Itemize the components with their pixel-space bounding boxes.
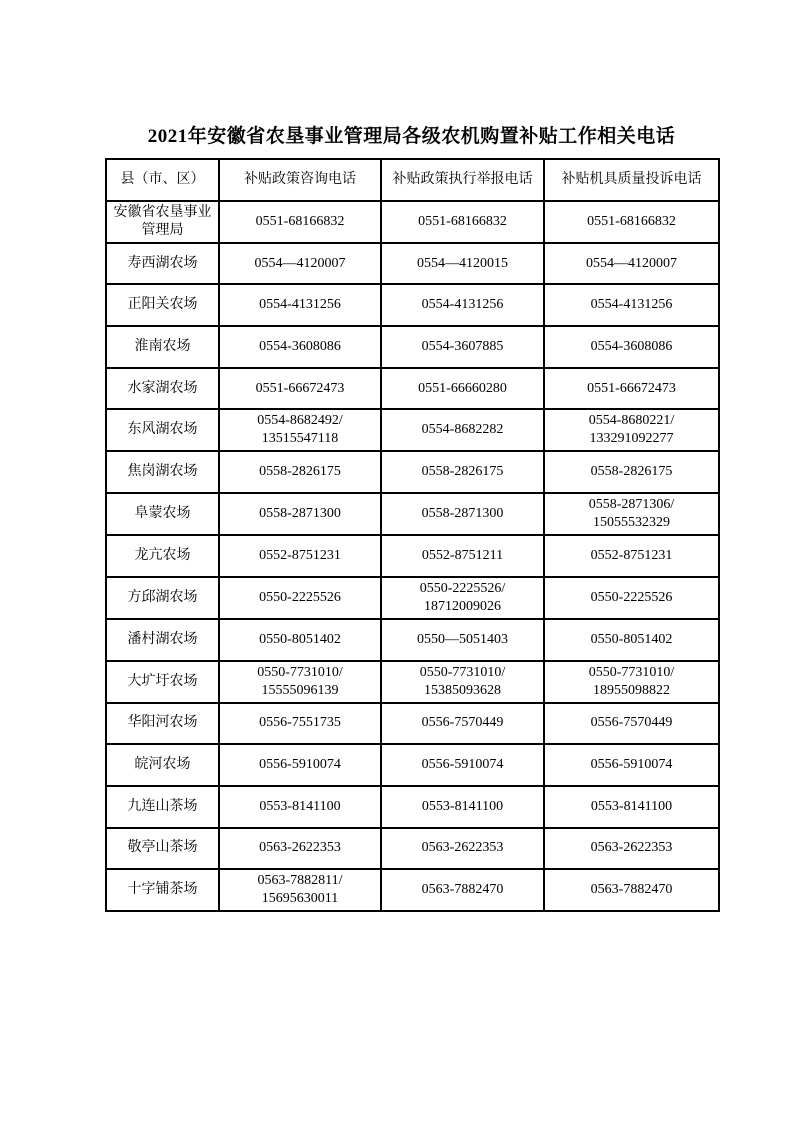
phone-table: [105, 158, 720, 912]
report-phone-cell: 0552-8751211: [381, 535, 544, 577]
report-phone-cell: 0550—5051403: [381, 619, 544, 661]
complaint-phone-cell: 0558-2826175: [544, 451, 719, 493]
complaint-phone-cell: 0550-8051402: [544, 619, 719, 661]
report-phone-cell: 0563-2622353: [381, 828, 544, 870]
consult-phone-cell: 0563-2622353: [219, 828, 381, 870]
farm-name-cell: 正阳关农场: [106, 284, 219, 326]
complaint-phone-cell: 0552-8751231: [544, 535, 719, 577]
complaint-phone-cell: 0556-5910074: [544, 744, 719, 786]
report-phone-cell: 0556-5910074: [381, 744, 544, 786]
complaint-phone-cell: 0550-7731010/ 18955098822: [544, 661, 719, 703]
report-phone-cell: 0558-2871300: [381, 493, 544, 535]
table-row: [106, 786, 719, 828]
complaint-phone-cell: 0553-8141100: [544, 786, 719, 828]
farm-name-cell: 寿西湖农场: [106, 243, 219, 285]
report-phone-cell: 0551-68166832: [381, 201, 544, 243]
report-phone-cell: 0554-3607885: [381, 326, 544, 368]
consult-phone-cell: 0554-8682492/ 13515547118: [219, 409, 381, 451]
farm-name-cell: 龙亢农场: [106, 535, 219, 577]
report-phone-cell: 0554-8682282: [381, 409, 544, 451]
complaint-phone-cell: 0556-7570449: [544, 703, 719, 745]
column-header: 补贴机具质量投诉电话: [544, 159, 719, 201]
farm-name-cell: 淮南农场: [106, 326, 219, 368]
consult-phone-cell: 0556-5910074: [219, 744, 381, 786]
consult-phone-cell: 0556-7551735: [219, 703, 381, 745]
complaint-phone-cell: 0554-8680221/ 133291092277: [544, 409, 719, 451]
complaint-phone-cell: 0550-2225526: [544, 577, 719, 619]
table-row: [106, 493, 719, 535]
report-phone-cell: 0551-66660280: [381, 368, 544, 410]
farm-name-cell: 潘村湖农场: [106, 619, 219, 661]
consult-phone-cell: 0550-8051402: [219, 619, 381, 661]
header-row: [106, 159, 719, 201]
farm-name-cell: 方邱湖农场: [106, 577, 219, 619]
table-row: [106, 243, 719, 285]
farm-name-cell: 敬亭山茶场: [106, 828, 219, 870]
report-phone-cell: 0553-8141100: [381, 786, 544, 828]
table-row: [106, 828, 719, 870]
complaint-phone-cell: 0563-2622353: [544, 828, 719, 870]
consult-phone-cell: 0553-8141100: [219, 786, 381, 828]
table-row: [106, 661, 719, 703]
complaint-phone-cell: 0554—4120007: [544, 243, 719, 285]
table-row: [106, 703, 719, 745]
table-row: [106, 744, 719, 786]
table-row: [106, 535, 719, 577]
table-row: [106, 368, 719, 410]
farm-name-cell: 安徽省农垦事业管理局: [106, 201, 219, 243]
complaint-phone-cell: 0551-66672473: [544, 368, 719, 410]
consult-phone-cell: 0554—4120007: [219, 243, 381, 285]
column-header: 补贴政策咨询电话: [219, 159, 381, 201]
consult-phone-cell: 0551-66672473: [219, 368, 381, 410]
consult-phone-cell: 0554-3608086: [219, 326, 381, 368]
column-header: 补贴政策执行举报电话: [381, 159, 544, 201]
complaint-phone-cell: 0551-68166832: [544, 201, 719, 243]
farm-name-cell: 皖河农场: [106, 744, 219, 786]
table-row: [106, 619, 719, 661]
table-row: [106, 409, 719, 451]
report-phone-cell: 0556-7570449: [381, 703, 544, 745]
page-title: 2021年安徽省农垦事业管理局各级农机购置补贴工作相关电话: [147, 126, 676, 147]
report-phone-cell: 0558-2826175: [381, 451, 544, 493]
report-phone-cell: 0554-4131256: [381, 284, 544, 326]
farm-name-cell: 华阳河农场: [106, 703, 219, 745]
consult-phone-cell: 0551-68166832: [219, 201, 381, 243]
table-body: [106, 201, 719, 912]
farm-name-cell: 十字铺茶场: [106, 869, 219, 911]
consult-phone-cell: 0550-7731010/ 15555096139: [219, 661, 381, 703]
farm-name-cell: 九连山茶场: [106, 786, 219, 828]
farm-name-cell: 阜蒙农场: [106, 493, 219, 535]
consult-phone-cell: 0554-4131256: [219, 284, 381, 326]
consult-phone-cell: 0563-7882811/ 15695630011: [219, 869, 381, 911]
column-header: 县（市、区）: [106, 159, 219, 201]
consult-phone-cell: 0550-2225526: [219, 577, 381, 619]
complaint-phone-cell: 0554-3608086: [544, 326, 719, 368]
table-row: [106, 201, 719, 243]
table-row: [106, 326, 719, 368]
farm-name-cell: 焦岗湖农场: [106, 451, 219, 493]
report-phone-cell: 0550-7731010/ 15385093628: [381, 661, 544, 703]
complaint-phone-cell: 0558-2871306/ 15055532329: [544, 493, 719, 535]
consult-phone-cell: 0558-2826175: [219, 451, 381, 493]
farm-name-cell: 水家湖农场: [106, 368, 219, 410]
table-row: [106, 869, 719, 911]
farm-name-cell: 大圹圩农场: [106, 661, 219, 703]
consult-phone-cell: 0552-8751231: [219, 535, 381, 577]
report-phone-cell: 0554—4120015: [381, 243, 544, 285]
table-row: [106, 284, 719, 326]
report-phone-cell: 0563-7882470: [381, 869, 544, 911]
farm-name-cell: 东风湖农场: [106, 409, 219, 451]
complaint-phone-cell: 0554-4131256: [544, 284, 719, 326]
report-phone-cell: 0550-2225526/ 18712009026: [381, 577, 544, 619]
complaint-phone-cell: 0563-7882470: [544, 869, 719, 911]
table-row: [106, 451, 719, 493]
consult-phone-cell: 0558-2871300: [219, 493, 381, 535]
table-row: [106, 577, 719, 619]
